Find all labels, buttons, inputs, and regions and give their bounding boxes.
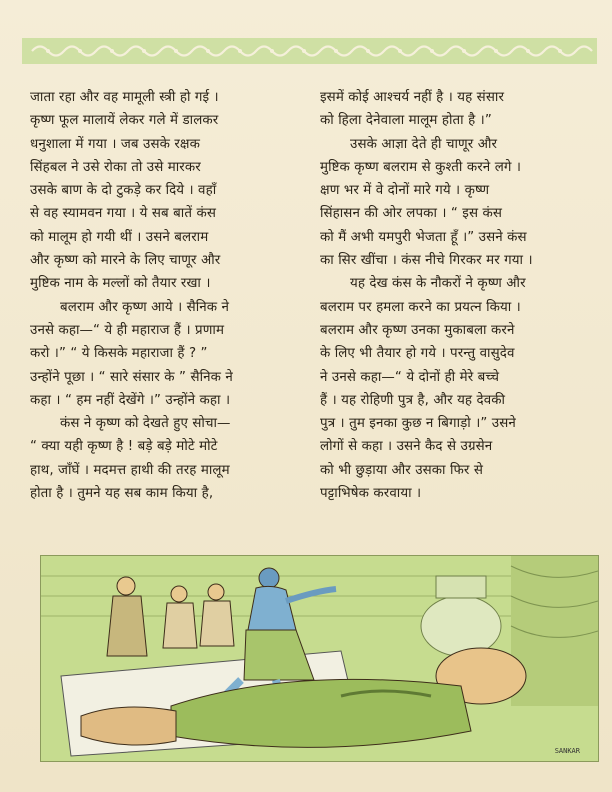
text-line: इसमें कोई आश्चर्य नहीं है । यह संसार <box>320 90 505 105</box>
text-line: कहा । “ हम नहीं देखेंगे ।” उन्होंने कहा । <box>30 392 231 408</box>
text-line: क्षण भर में वे दोनों मारे गये । कृष्ण <box>320 183 490 199</box>
text-line: कृष्ण फूल मालायें लेकर गले में डालकर <box>30 113 219 129</box>
text-line: जाता रहा और वह मामूली स्त्री हो गई । <box>30 90 219 105</box>
text-line: यह देख कंस के नौकरों ने कृष्ण और <box>350 276 526 292</box>
right-text-column <box>320 86 592 505</box>
text-line: लोगों से कहा । उसने कैद से उग्रसेन <box>320 439 493 455</box>
text-line: करो ।” “ ये किसके महाराजा हैं ? ” <box>30 346 208 362</box>
text-line: को हिला देनेवाला मालूम होता है ।” <box>320 113 492 129</box>
paragraph <box>30 86 302 296</box>
paragraph <box>30 412 302 505</box>
paragraph <box>320 272 592 505</box>
text-line: के लिए भी तैयार हो गये । परन्तु वासुदेव <box>320 346 515 362</box>
paragraph <box>30 296 302 412</box>
text-line: और कृष्ण को मारने के लिए चाणूर और <box>30 253 221 269</box>
left-text-column <box>30 86 302 505</box>
text-line: उसके आज्ञा देते ही चाणूर और <box>350 136 498 152</box>
text-line: “ क्या यही कृष्ण है ! बड़े बड़े मोटे मोटे <box>30 439 218 455</box>
text-line: को मैं अभी यमपुरी भेजता हूँ ।” उसने कंस <box>320 229 527 245</box>
text-line: को मालूम हो गयी थीं । उसने बलराम <box>30 229 209 245</box>
text-line: होता है । तुमने यह सब काम किया है, <box>30 486 214 502</box>
scroll-ornament-icon <box>22 38 597 64</box>
text-line: सिंहबल ने उसे रोका तो उसे मारकर <box>30 159 201 175</box>
text-line: उनसे कहा—“ ये ही महाराज हैं । प्रणाम <box>30 322 225 338</box>
text-line: को भी छुड़ाया और उसका फिर से <box>320 462 483 478</box>
text-line: हाथ, जाँघें । मदमत्त हाथी की तरह मालूम <box>30 462 230 478</box>
text-line: का सिर खींचा । कंस नीचे गिरकर मर गया । <box>320 253 533 269</box>
text-line: उसके बाण के दो टुकड़े कर दिये । वहाँ <box>30 183 217 199</box>
text-line: बलराम और कृष्ण उनका मुकाबला करने <box>320 322 515 338</box>
text-line: ने उनसे कहा—“ ये दोनों ही मेरे बच्चे <box>320 369 500 385</box>
text-line: से वह स्यामवन गया । ये सब बातें कंस <box>30 206 216 222</box>
text-line: पट्टाभिषेक करवाया । <box>320 486 422 502</box>
text-line: मुष्टिक नाम के मल्लों को तैयार रखा । <box>30 276 211 292</box>
text-line: सिंहासन की ओर लपका । “ इस कंस <box>320 206 503 222</box>
text-line: बलराम और कृष्ण आये । सैनिक ने <box>60 299 230 315</box>
artist-signature: SANKAR <box>554 747 580 755</box>
krishna-kansa-scene-image <box>41 556 598 761</box>
decorative-border-band <box>22 38 597 64</box>
text-line: पुत्र । तुम इनका कुछ न बिगाड़ो ।” उसने <box>320 416 516 432</box>
story-illustration <box>40 555 599 762</box>
text-line: हैं । यह रोहिणी पुत्र है, और यह देवकी <box>320 392 506 408</box>
text-line: उन्होंने पूछा । “ सारे संसार के ” सैनिक ने <box>30 369 233 385</box>
text-line: कंस ने कृष्ण को देखते हुए सोचा— <box>60 416 231 432</box>
text-line: धनुशाला में गया । जब उसके रक्षक <box>30 136 200 152</box>
text-line: मुष्टिक कृष्ण बलराम से कुश्ती करने लगे । <box>320 159 522 175</box>
text-line: बलराम पर हमला करने का प्रयत्न किया । <box>320 299 521 315</box>
paragraph <box>320 86 592 133</box>
paragraph <box>320 133 592 273</box>
